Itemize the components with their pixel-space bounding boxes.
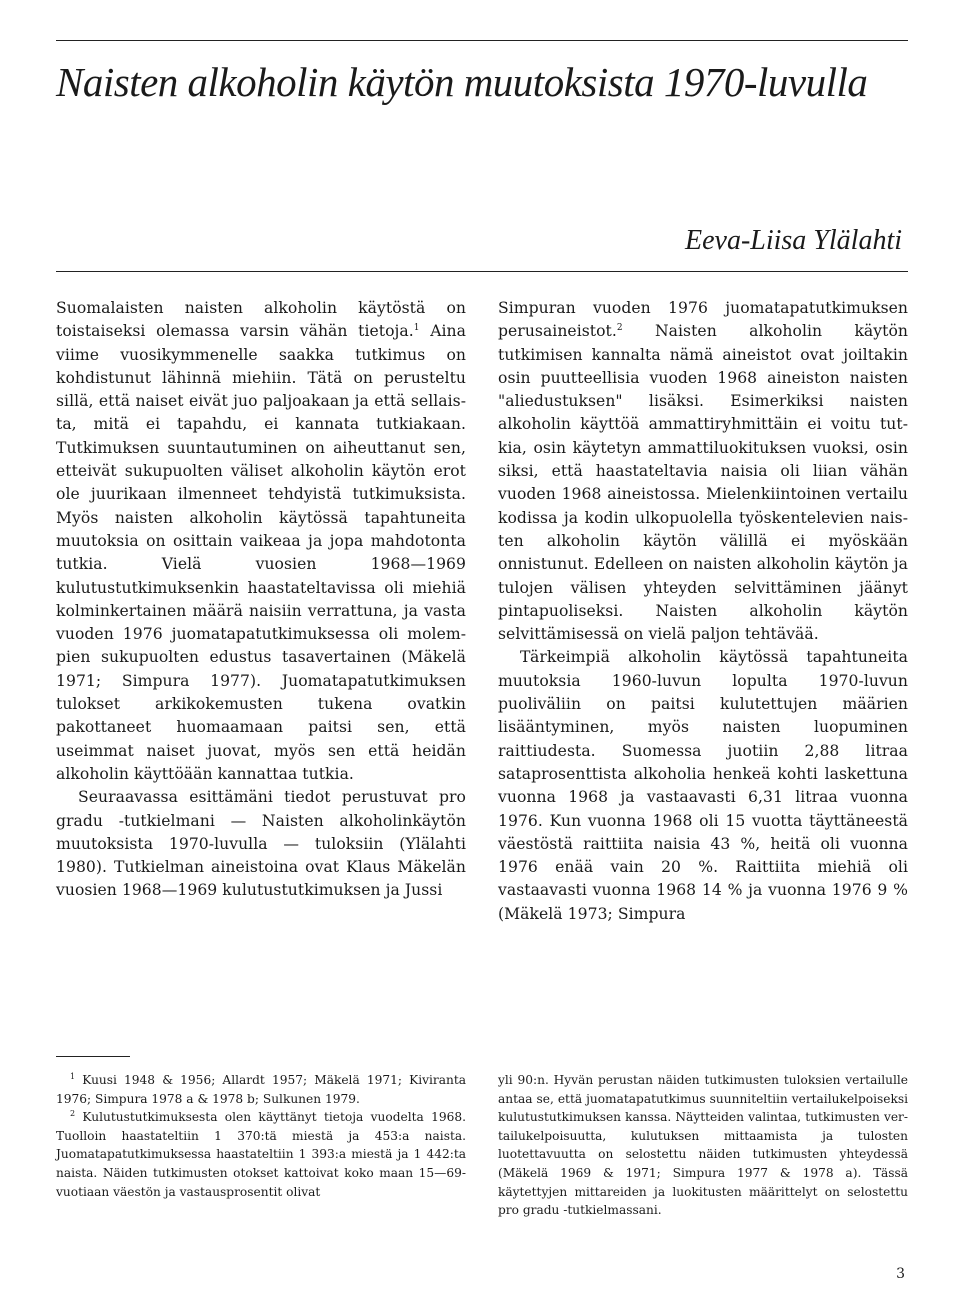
body-paragraph xyxy=(56,297,466,786)
footnote-1 xyxy=(56,1071,466,1108)
footnotes-column-left xyxy=(56,1071,466,1201)
body-text: Suomalaisten naisten alkoholin käytöstä on toistaiseksi olemassa varsin vähän tietoja. xyxy=(56,299,466,341)
footnote-2-continued: yli 90:n. Hyvän perustan näiden tutkimusten tuloksien vertailulle antaa se, että juomatapatutkimus suunniteltiin vertailukelpoiseksi kulutustutkimuksen kanssa. Näytteiden valintaa, tutkimusten vertailukelpoisuutta, kulutuksen mittaamista ja tulosten luotettavuutta on selostettu näiden tutkimusten yhteydessä (Mäkelä 1969 & 1971; Simpura 1977 & 1978 a). Tässä käytettyjen mittareiden ja luokitusten määrittelyt on selostettu pro gradu -tutkielmassani. xyxy=(498,1073,908,1218)
author-rule xyxy=(56,271,908,272)
body-paragraph: Tärkeimpiä alkoholin käytössä tapahtuneita muutoksia 1960-luvun lopulta 1970-luvun puoliväliin on paitsi kulutettujen määrien lisääntyminen, myös naisten luopuminen raittiudesta. Suomessa juotiin 2,88 litraa sataprosenttista alkoholia henkeä kohti laskettuna vuonna 1968 ja vastaavasti 6,31 litraa vuonna 1976. Kun vuonna 1968 oli 15 vuotta täyttäneestä väestöstä raittiita naisia 43 %, heitä oli vuonna 1976 enää vain 20 %. Raittiita miehiä oli vastaavasti vuonna 1968 14 % ja vuonna 1976 9 % (Mäkelä 1973; Simpura xyxy=(498,648,908,923)
top-rule xyxy=(56,40,908,41)
footnote-2 xyxy=(56,1108,466,1201)
article-title: Naisten alkoholin käytön muutoksista 1970-luvulla xyxy=(56,59,868,105)
author-name: Eeva-Liisa Ylälahti xyxy=(685,225,902,256)
footnote-reference: 1 xyxy=(413,323,420,334)
footnote-text: Kulutustutkimuksesta olen käyttänyt tietoja vuodelta 1968. Tuolloin haastateltiin 1 370:tä miestä ja 453:a naista. Juomatapatutkimuksessa haastateltiin 1 393:a miestä ja 1 442:ta naista. Näiden tutkimusten otokset kattoivat koko maan 15—69-vuotiaan väestön ja vastausprosentit olivat xyxy=(56,1110,466,1199)
page-number: 3 xyxy=(896,1266,905,1282)
footnotes-column-right xyxy=(498,1071,908,1220)
footnote-rule xyxy=(56,1056,130,1057)
body-text: Naisten alkoholin käytön tutkimisen kannalta nämä aineistot ovat joiltakin osin puutteellisia vuoden 1968 aineiston naisten "aliedustuksen" lisäksi. Esimerkiksi naisten alkoholin käyttöä ammattiryhmittäin ei voitu tutkia, osin käytetyn ammattiluokituksen vuoksi, osin siksi, että haastateltavia naisia oli liian vähän vuoden 1968 aineistossa. Mielenkiintoinen vertailu kodissa ja kodin ulkopuolella työskentelevien naisten alkoholin käytön välillä ei myöskään onnistunut. Edelleen on naisten alkoholin käytön ja tulojen välisen yhteyden selvittäminen jäänyt pintapuoliseksi. Naisten alkoholin käytön selvittämisessä on vielä paljon tehtävää. xyxy=(498,322,908,644)
body-column-left xyxy=(56,297,466,903)
footnote-reference: 2 xyxy=(616,323,623,334)
footnote-mark: 2 xyxy=(70,1109,76,1119)
footnote-mark: 1 xyxy=(70,1072,76,1081)
footnote-text: Kuusi 1948 & 1956; Allardt 1957; Mäkelä 1971; Kiviranta 1976; Simpura 1978 a & 1978 b; Sulkunen 1979. xyxy=(56,1073,466,1106)
body-paragraph: Seuraavassa esittämäni tiedot perustuvat pro gradu -tutkielmani — Naisten alkoholinkäytön muutoksista 1970-luvulla — tuloksiin (Ylälahti 1980). Tutkielman aineistoina ovat Klaus Mäkelän vuosien 1968—1969 kulutustutkimuksen ja Jussi xyxy=(56,788,466,900)
body-text: Simpuran vuoden 1976 juomatapatutkimuksen perusaineistot. xyxy=(498,299,908,341)
body-column-right xyxy=(498,297,908,926)
body-text: Aina viime vuosikymmenelle saakka tutkimus on kohdistunut lähinnä miehiin. Tätä on perusteltu sillä, että naiset eivät juo paljoakaan ja että sellaista, mitä ei tapahdu, ei kannata tutkiakaan. Tutkimuksen suuntautuminen on aiheuttanut sen, etteivät sukupuolten väliset alkoholin käytön erot ole juurikaan ilmenneet tehdyistä tutkimuksista. Myös naisten alkoholin käytössä tapahtuneita muutoksia on osittain vaikeaa ja jopa mahdotonta tutkia. Vielä vuosien 1968—1969 kulutustutkimuksenkin haastateltavissa oli miehiä kolminkertainen määrä naisiin verrattuna, ja vasta vuoden 1976 juomatapatutkimuksessa oli molempien sukupuolten edustus tasavertainen (Mäkelä 1971; Simpura 1977). Juomatapatutkimuksen tulokset arkikokemusten tukena ovatkin pakottaneet huomaamaan paitsi sen, että useimmat naiset juovat, myös sen että heidän alkoholin käyttöään kannattaa tutkia. xyxy=(56,322,466,783)
body-paragraph xyxy=(498,297,908,646)
